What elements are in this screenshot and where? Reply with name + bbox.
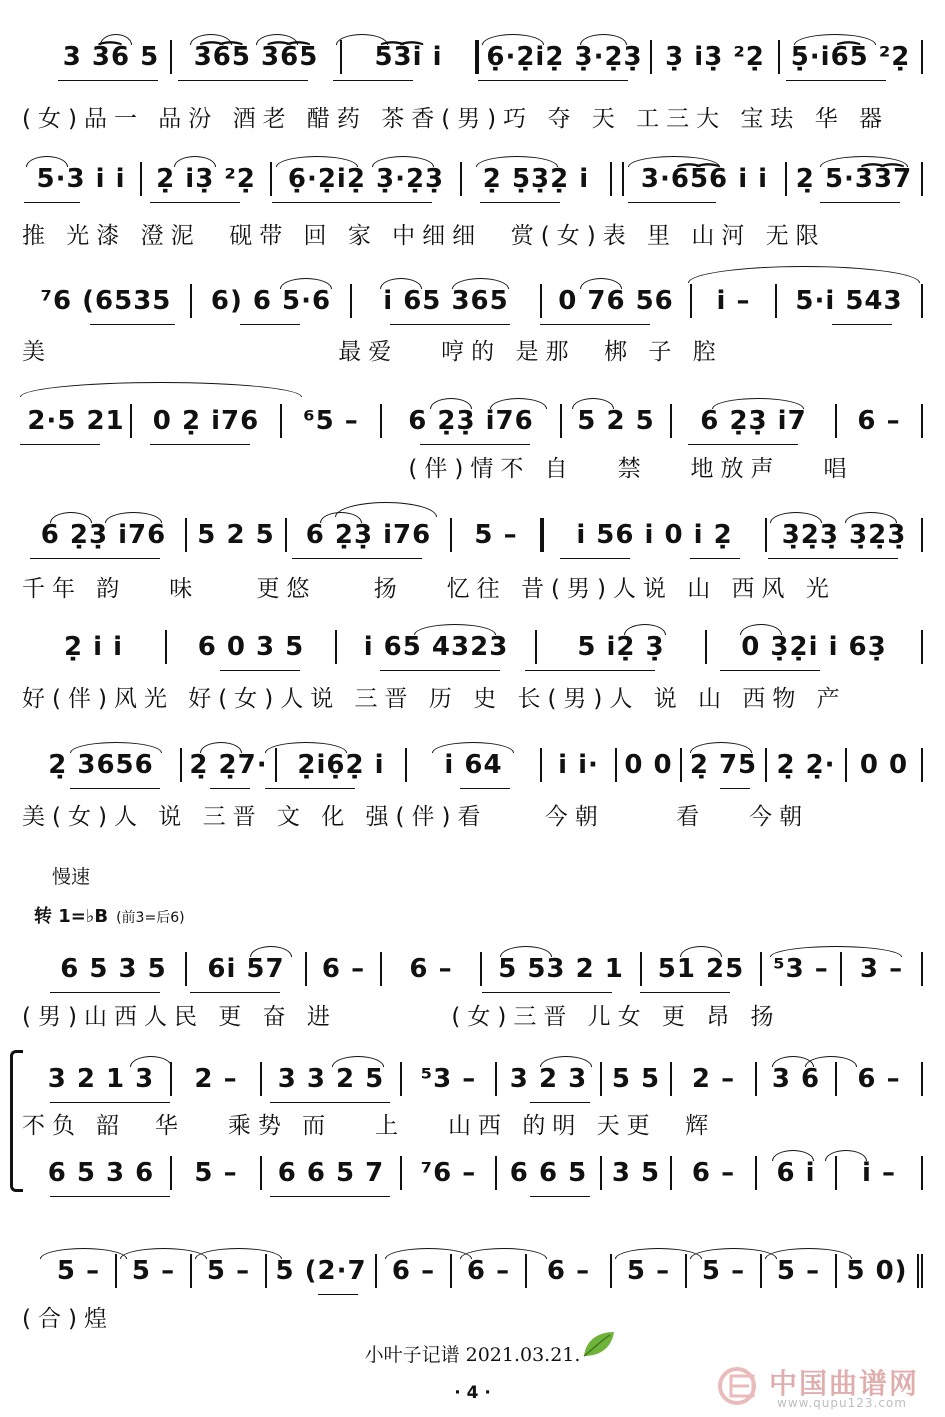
measure: 2·5 21 <box>22 404 132 438</box>
measure: ⁵3 – <box>762 952 842 986</box>
measure: 0 2̣ i76 <box>132 404 282 438</box>
measure: 3͡6͡5 3͡6͡5 <box>172 40 342 74</box>
measure: 0 0 <box>847 748 923 782</box>
notes-row <box>22 284 923 318</box>
measure: 0 3̣2̣i i 63̣ <box>707 630 923 664</box>
measure: 2̣ 2̣· <box>767 748 847 782</box>
measure: 2̣ 5̣3̣2̣ i <box>462 162 612 196</box>
notes-row <box>22 1156 923 1190</box>
measure: 2̣ i i <box>22 630 167 664</box>
measure: 6i 57 <box>187 952 307 986</box>
measure: 5 53 2 1 <box>482 952 642 986</box>
measure: 6 6 5 <box>497 1156 602 1190</box>
measure: 6̣·2̣i2̣ 3̣·2̣3̣ <box>477 40 652 74</box>
measure: 3 2 1 3 <box>32 1062 172 1096</box>
measure: 6 – <box>672 1156 757 1190</box>
key-change <box>34 902 185 928</box>
measure: 5·i 543 <box>777 284 923 318</box>
measure: ⁷6 (6535 <box>22 284 192 318</box>
measure: i 64 <box>407 748 542 782</box>
lyric-line: 千年 韵 味 更悠 扬 忆往 昔(男)人说 山 西风 光 <box>22 576 836 600</box>
measure: i 56 i 0 i 2̣ <box>542 518 767 552</box>
measure: i 65 365 <box>352 284 542 318</box>
measure: 6 i <box>757 1156 837 1190</box>
measure: i 65 4323 <box>337 630 537 664</box>
tempo-marking: 慢速 <box>52 866 91 888</box>
measure: 6 – <box>452 1254 527 1288</box>
notes-row <box>22 162 923 196</box>
notes-row <box>22 1062 923 1096</box>
measure: 5 0) <box>837 1254 923 1288</box>
site-logo-icon <box>717 1366 761 1406</box>
measure: 6 6 5 7 <box>262 1156 402 1190</box>
measure: 0 76 56 <box>542 284 692 318</box>
measure: 5 – <box>42 1254 117 1288</box>
measure: i – <box>692 284 777 318</box>
lyric-line: 美 最爱 哼的 是那 梆 子 腔 <box>22 339 723 363</box>
measure: 6 – <box>527 1254 612 1288</box>
measure: 6 2̣3̣ i76 <box>382 404 562 438</box>
measure: 6 5 3 6 <box>32 1156 172 1190</box>
measure: 5·3 i i <box>22 162 142 196</box>
measure: 5 – <box>452 518 542 552</box>
measure: 51 25 <box>642 952 762 986</box>
measure: 3 6 <box>757 1062 837 1096</box>
lyric-line: 美(女)人 说 三晋 文 化 强(伴)看 今朝 看 今朝 <box>22 804 810 828</box>
measure: 5͡3͡i i <box>342 40 477 74</box>
watermark-brand: 中国曲谱网 <box>769 1367 920 1400</box>
measure: 6 0 3 5 <box>167 630 337 664</box>
measure: i i· <box>542 748 617 782</box>
notes-row <box>22 1254 923 1288</box>
measure: 5 (2·7 <box>267 1254 377 1288</box>
measure: 6) 6 5·6 <box>192 284 352 318</box>
measure: 3 3͡6 5 <box>52 40 172 74</box>
measure: 5 i2̣ 3̣ <box>537 630 707 664</box>
measure: ⁶5 – <box>282 404 382 438</box>
notes-row <box>22 404 923 438</box>
measure: 2 – <box>172 1062 262 1096</box>
measure: 2̣i6̣2̣ i <box>277 748 407 782</box>
measure: 6̣·2̣i2̣ 3̣·2̣3̣ <box>272 162 462 196</box>
measure: 5 – <box>172 1156 262 1190</box>
measure: 3 – <box>842 952 923 986</box>
measure: 2̣ 75 <box>682 748 767 782</box>
measure: 5 – <box>192 1254 267 1288</box>
key-change-label: 转 1=♭B <box>34 906 109 927</box>
measure: 6 2̣3̣ i76 <box>22 518 187 552</box>
measure: 6 – <box>307 952 382 986</box>
measure: 5 – <box>117 1254 192 1288</box>
measure: 6 – <box>382 952 482 986</box>
measure: 0 0 <box>617 748 682 782</box>
measure: 3·6͡5͡6 i i <box>622 162 787 196</box>
measure: 3̣ i3̣ ²2̣ <box>652 40 780 74</box>
lyric-line: 好(伴)风光 好(女)人说 三晋 历 史 长(男)人 说 山 西物 产 <box>22 686 847 710</box>
measure: 2̣ 3656 <box>22 748 182 782</box>
notes-row <box>22 748 923 782</box>
transcriber-credit: 小叶子记谱 2021.03.21. <box>364 1344 581 1366</box>
measure: 5 – <box>687 1254 762 1288</box>
watermark-url: www.qupu123.com <box>777 1396 907 1410</box>
measure: 6 – <box>837 1062 923 1096</box>
notes-row <box>22 40 923 74</box>
measure: 3 2 3 <box>497 1062 602 1096</box>
site-watermark <box>717 1362 937 1412</box>
lyric-line <box>22 1201 923 1231</box>
measure: 5 – <box>612 1254 687 1288</box>
measure: 6 2̣3̣ i7 <box>672 404 837 438</box>
measure: 3̣2̣3̣ 3̣2̣3̣ <box>767 518 923 552</box>
measure: 2̣ 2̣7· <box>182 748 277 782</box>
measure: i – <box>837 1156 923 1190</box>
measure: 3 5 <box>602 1156 672 1190</box>
lyric-line: (伴)情不 自 禁 地放声 唱 <box>22 456 854 480</box>
measure: ⁵3 – <box>402 1062 497 1096</box>
leaf-icon <box>580 1330 616 1360</box>
measure: 6 2̣3̣ i76 <box>287 518 452 552</box>
lyric-line: (男)山西人民 更 奋 进 (女)三晋 儿女 更 昂 扬 <box>22 1004 781 1028</box>
measure: 5 – <box>762 1254 837 1288</box>
measure: ⁷6 – <box>402 1156 497 1190</box>
notes-row <box>22 630 923 664</box>
lyric-line: (合)煌 <box>22 1306 114 1330</box>
measure: 5 2 5 <box>562 404 672 438</box>
key-change-note: (前3̇=后6) <box>116 910 185 926</box>
measure: 5̣·i6͡5 ²2̣ <box>780 40 923 74</box>
notes-row <box>22 952 923 986</box>
notes-row <box>22 518 923 552</box>
measure: 2̣ i3̣ ²2̣ <box>142 162 272 196</box>
lyric-line: (女)品一 品汾 酒老 醋药 茶香(男)巧 夺 天 工三大 宝珐 华 器 <box>22 106 890 130</box>
lyric-line: 不负 韶 华 乘势 而 上 山西 的明 天更 辉 <box>22 1113 716 1137</box>
measure: 6 – <box>837 404 923 438</box>
measure: 2 – <box>672 1062 757 1096</box>
measure: 6 – <box>377 1254 452 1288</box>
measure: 5 2 5 <box>187 518 287 552</box>
measure: 2̣ 5·3͡3͡7 <box>787 162 923 196</box>
measure: 3 3 2 5 <box>262 1062 402 1096</box>
measure: 6 5 3 5 <box>42 952 187 986</box>
page-number: · 4 · <box>454 1383 491 1403</box>
measure: 5 5 <box>602 1062 672 1096</box>
lyric-line: 推 光漆 澄泥 砚带 回 家 中细细 赏(女)表 里 山河 无限 <box>22 223 826 247</box>
